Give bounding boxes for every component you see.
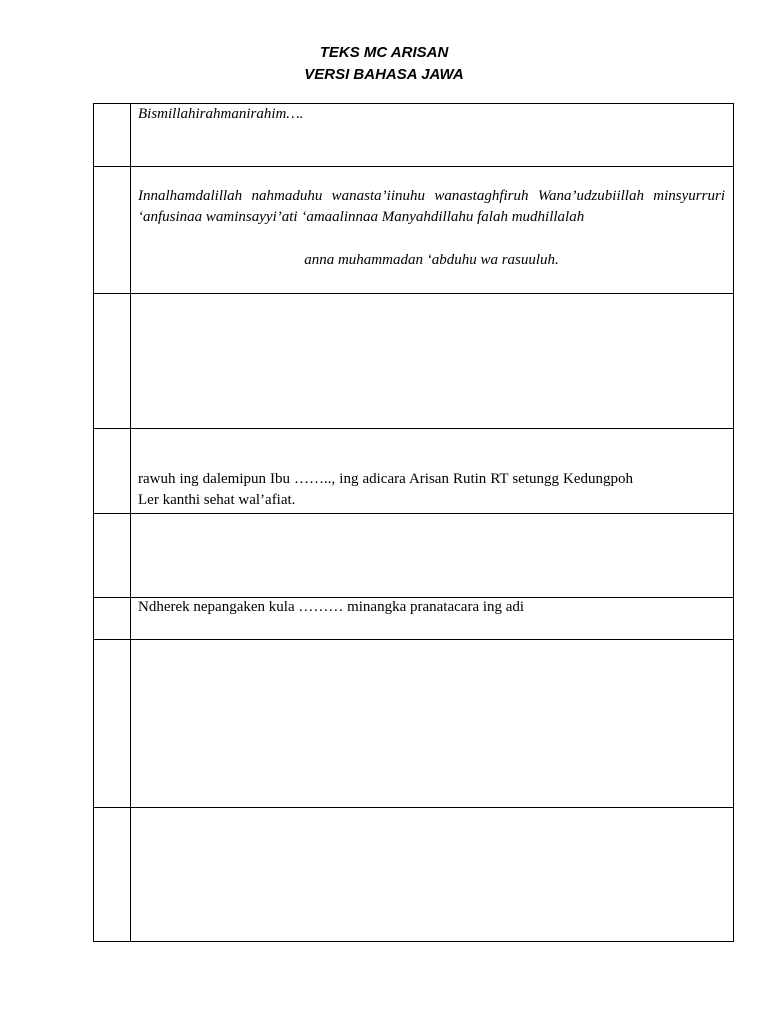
row-2-text: Innalhamdalillah nahmaduhu wanasta’iinuhu wanastaghfiruh Wana’udzubiillah minsyurruri ‘anfusinaa waminsayyi’ati ‘amaalinnaa Manyahdillahu falah mudhillalah <box>138 188 725 225</box>
row-divider <box>94 639 733 640</box>
document-title: TEKS MC ARISAN <box>319 44 449 61</box>
number-column-divider <box>130 104 131 941</box>
document-subtitle: VERSI BAHASA JAWA <box>304 66 464 83</box>
row-1-text: Bismillahirahmanirahim…. <box>138 106 304 122</box>
row-divider <box>94 807 733 808</box>
row-divider <box>94 293 733 294</box>
row-divider <box>94 428 733 429</box>
row-6-text: Ndherek nepangaken kula ……… minangka pranatacara ing adi <box>138 599 525 615</box>
row-4-text: rawuh ing dalemipun Ibu …….., ing adicara Arisan Rutin RT setungg Kedungpoh Ler kanthi sehat wal’afiat. <box>138 471 633 508</box>
row-divider <box>94 513 733 514</box>
row-2-closing-line: anna muhammadan ‘abduhu wa rasuuluh. <box>304 252 559 268</box>
row-divider <box>94 166 733 167</box>
script-table <box>93 103 734 942</box>
